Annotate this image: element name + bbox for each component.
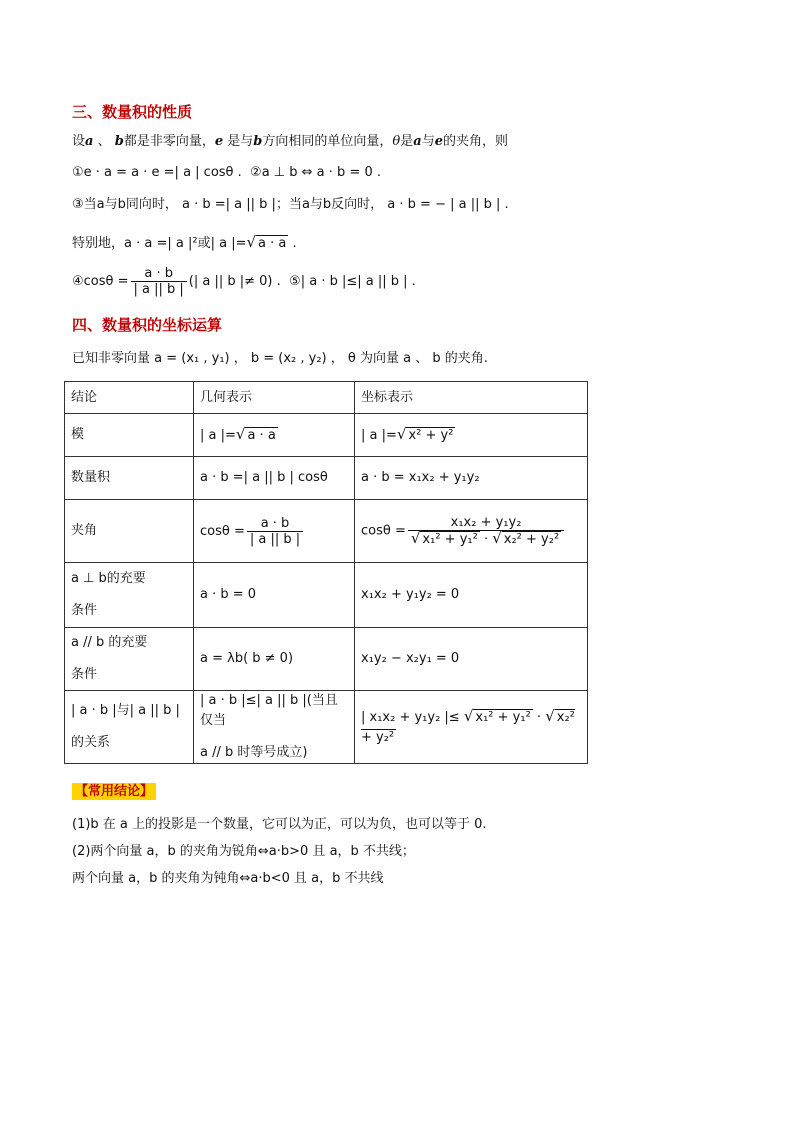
property-special: 特别地，a · a =| a |²或| a |=√ a · a . [72,233,297,251]
row-coord: | a |=√ x² + y² [355,414,588,457]
property-1-2: ①e · a = a · e =| a | cosθ . ②a ⊥ b ⇔ a · b = 0 . [72,165,381,180]
conclusion-line-1: (1)b 在 a 上的投影是一个数量，它可以为正，可以为负，也可以等于 0. [72,817,487,832]
row-label: a ⊥ b的充要 条件 [65,563,194,628]
row-coord: cosθ = $\frac{\text{x₁x₂ + y₁y₂}}{\text{√ x₁² + y₁² · √ x₂² + y₂²}}$ [355,500,588,563]
section-3-intro: 设a 、 b都是非零向量，e 是与b方向相同的单位向量，θ是a与e的夹角，则 [72,134,508,149]
row-geo: a = λb( b ≠ 0) [194,628,355,691]
row-geo: | a |=√ a · a [194,414,355,457]
table-row [65,500,588,563]
table-row [65,563,588,628]
property-4-5: ④cosθ = $\frac{a \cdot b}{| a || b |}$ (| a || b |≠ 0) . ⑤| a · b |≤| a || b | . [72,266,416,297]
table-row [65,691,588,764]
conclusion-line-2: (2)两个向量 a，b 的夹角为锐角⇔a·b>0 且 a，b 不共线； [72,844,415,859]
table-row [65,414,588,457]
coordinate-table [64,381,588,764]
section-4-title: 四、数量积的坐标运算 [72,316,223,334]
row-geo: a · b = 0 [194,563,355,628]
conclusion-line-3: 两个向量 a，b 的夹角为钝角⇔a·b<0 且 a，b 不共线 [72,871,384,886]
row-geo: cosθ = $\frac{a \cdot b}{| a || b |}$ [194,500,355,563]
table-header-cell: 几何表示 [194,382,355,414]
conclusion-badge: 【常用结论】 [72,780,156,799]
row-coord: x₁y₂ − x₂y₁ = 0 [355,628,588,691]
property-3: ③当a与b同向时， a · b =| a || b |；当a与b反向时， a · b = − | a || b | . [72,197,509,212]
table-header-row [65,382,588,414]
row-label: 模 [65,414,194,457]
row-label: 数量积 [65,457,194,500]
row-coord: a · b = x₁x₂ + y₁y₂ [355,457,588,500]
section-4-intro: 已知非零向量 a = (x₁ , y₁) ， b = (x₂ , y₂) ， θ 为向量 a 、 b 的夹角. [72,351,488,366]
row-label: a // b 的充要 条件 [65,628,194,691]
row-geo: a · b =| a || b | cosθ [194,457,355,500]
section-3-title: 三、数量积的性质 [72,103,193,121]
table-row [65,457,588,500]
row-coord: | x₁x₂ + y₁y₂ |≤ √ x₁² + y₁² · √ x₂² + y₂² [355,691,588,764]
row-coord: x₁x₂ + y₁y₂ = 0 [355,563,588,628]
table-row [65,628,588,691]
row-geo: | a · b |≤| a || b |(当且仅当 a // b 时等号成立) [194,691,355,764]
row-label: | a · b |与| a || b | 的关系 [65,691,194,764]
row-label: 夹角 [65,500,194,563]
table-header-cell: 坐标表示 [355,382,588,414]
table-header-cell: 结论 [65,382,194,414]
